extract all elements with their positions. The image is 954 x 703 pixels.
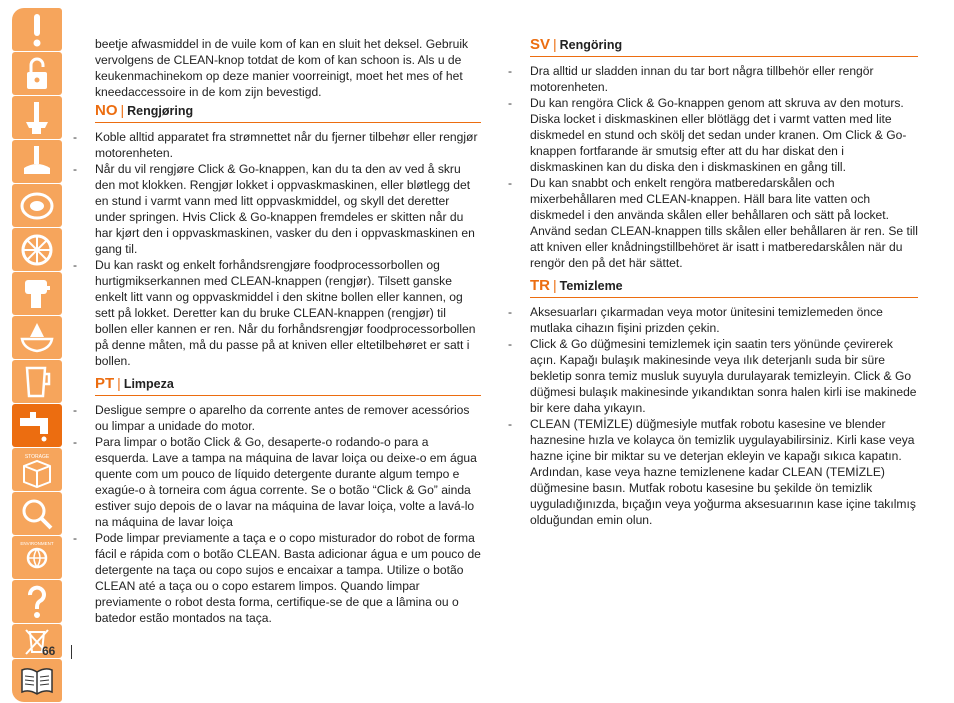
tap-icon[interactable] bbox=[12, 404, 62, 447]
storage-box-icon[interactable] bbox=[12, 448, 62, 491]
list-item: - Når du vil rengjøre Click & Go-knappen, kan du ta den av ved å skru den mot klokken. Rengjør lokket i oppvaskmaskinen, eller bløtlegg det en stund i varmt vann med litt oppvaskmiddel, og skyll det deretter under springen. Hvis Click & Go-knappen fremdeles er skitten når du har kjørt den i oppvaskmaskinen, vasker du den i oppvaskmaskinen en gang til. bbox=[95, 161, 481, 257]
list-item: - CLEAN (TEMİZLE) düğmesiyle mutfak robotu kasesine ve blender haznesine hızla ve kolayca ön temizlik uygulayabilirsiniz. Kirli kase veya hazne içine bir miktar su ve deterjan ekleyin ve kapağı sıkıca kapatın. Ardından, kase veya hazne temizlenene kadar CLEAN (TEMİZLE) düğmesine basın. Mutfak robotu kasesine bu şekilde ön temizlik uyguladığınızda, bıçağın veya yoğurma aksesuarının kase içine takılmış olduğundan emin olun. bbox=[530, 416, 918, 528]
blender-icon[interactable] bbox=[12, 96, 62, 139]
instruction-list bbox=[530, 63, 918, 271]
icon-sidebar bbox=[12, 8, 62, 703]
section-title: Temizleme bbox=[559, 279, 623, 293]
list-item: - Para limpar o botão Click & Go, desaperte-o rodando-o para a esquerda. Lave a tampa na máquina de lavar loiça ou deixe-o em água quente com um pouco de líquido detergente durante algum tempo e exagúe-o à torneira com água corrente. Se o botão “Click & Go” ainda estiver sujo depois de o lavar na máquina de lavar loiça, volte a lavá-lo na máquina de lavar loiça bbox=[95, 434, 481, 530]
instruction-list bbox=[95, 129, 481, 369]
instruction-list bbox=[95, 402, 481, 626]
language-code: NO bbox=[95, 102, 118, 119]
section-tr bbox=[530, 277, 918, 528]
section-no bbox=[95, 102, 481, 369]
intro-paragraph: beetje afwasmiddel in de vuile kom of kan en sluit het deksel. Gebruik vervolgens de CLEAN-knop totdat de kom of kan schoon is. Als u de keukenmachinekom op deze manier voorreinigt, moet het mes of het kneedaccessoire in de kom zijn bevestigd. bbox=[95, 37, 469, 99]
section-sv bbox=[530, 36, 918, 271]
list-item: - Du kan raskt og enkelt forhåndsrengjøre foodprocessorbollen og hurtigmikserkannen med CLEAN-knappen (rengjør). Tilsett ganske enkelt litt vann og oppvaskmiddel i den skitne bollen eller kannen, og sett på lokket. Deretter kan du bruke CLEAN-knappen (rengjør) til bollen eller kannen er ren. Når du forhåndsrengjør foodprocessorbollen på denne måten, må du passe på at kniven eller eltetilbehøret er satt i bollen. bbox=[95, 257, 481, 369]
exclamation-icon[interactable] bbox=[12, 8, 62, 51]
citrus-press-icon[interactable] bbox=[12, 316, 62, 359]
list-item: - Dra alltid ur sladden innan du tar bort några tillbehör eller rengör motorenheten. bbox=[530, 63, 918, 95]
section-pt bbox=[95, 375, 481, 626]
list-item: - Desligue sempre o aparelho da corrente antes de remover acessórios ou limpar a unidade do motor. bbox=[95, 402, 481, 434]
juicer-icon[interactable] bbox=[12, 272, 62, 315]
section-title: Rengjøring bbox=[127, 104, 194, 118]
right-column bbox=[530, 34, 918, 534]
question-icon[interactable] bbox=[12, 580, 62, 623]
unlock-icon[interactable] bbox=[12, 52, 62, 95]
slicer-disc-icon[interactable] bbox=[12, 184, 62, 227]
environment-label: ENVIRONMENT bbox=[20, 540, 54, 546]
section-heading: SV | Rengöring bbox=[530, 36, 918, 57]
section-heading: PT | Limpeza bbox=[95, 375, 481, 396]
list-item: - Click & Go düğmesini temizlemek için saatin ters yönünde çevirerek açın. Kapağı bulaşık makinesinde veya ılık deterjanlı suda bir süre bekletip sonra temiz musluk suyuyla durulayarak temizleyin. Click & Go düğmesi bulaşık makinesinde yıkandıktan sonra halen kirli ise makinede bir kere daha yıkayın. bbox=[530, 336, 918, 416]
list-item: - Koble alltid apparatet fra strømnettet når du fjerner tilbehør eller rengjør motorenheten. bbox=[95, 129, 481, 161]
language-code: TR bbox=[530, 277, 550, 294]
storage-label: STORAGE bbox=[24, 453, 50, 460]
section-heading: TR | Temizleme bbox=[530, 277, 918, 298]
recycle-globe-icon[interactable] bbox=[12, 536, 62, 579]
section-title: Rengöring bbox=[559, 38, 623, 52]
manual-book-icon[interactable] bbox=[12, 659, 62, 702]
list-item: - Du kan snabbt och enkelt rengöra matberedarskålen och mixerbehållaren med CLEAN-knappen. Häll bara lite vatten och diskmedel i den använda skålen eller behållaren och sätt på locket. Använd sedan CLEAN-knappen tills skålen eller behållaren är ren. Se till att kniven eller knådningstillbehöret är isatt i matberedarskålen när du rengör den på det här sättet. bbox=[530, 175, 918, 271]
language-code: SV bbox=[530, 36, 551, 53]
magnifier-icon[interactable] bbox=[12, 492, 62, 535]
mixer-icon[interactable] bbox=[12, 140, 62, 183]
instruction-list bbox=[530, 304, 918, 528]
citrus-disc-icon[interactable] bbox=[12, 228, 62, 271]
section-heading: NO | Rengjøring bbox=[95, 102, 481, 123]
jug-icon[interactable] bbox=[12, 360, 62, 403]
page-number: 66 bbox=[42, 644, 56, 658]
language-code: PT bbox=[95, 375, 115, 392]
page-number-divider bbox=[71, 645, 72, 659]
left-column bbox=[95, 36, 481, 632]
section-title: Limpeza bbox=[123, 377, 174, 391]
list-item: - Du kan rengöra Click & Go-knappen genom att skruva av den moturs. Diska locket i diskmaskinen eller blötlägg det i varmt vatten med lite diskmedel en stund och skölj det sedan under kranen. Om Click & Go-knappen fortfarande är smutsig efter att du har diskat den i diskmaskinen kan du diska den i diskmaskinen en gång till. bbox=[530, 95, 918, 175]
list-item: - Pode limpar previamente a taça e o copo misturador do robot de forma fácil e rápida com o botão CLEAN. Basta adicionar água e um pouco de detergente na taça ou copo sujos e encaixar a tampa. Utilize o botão CLEAN até a taça ou o copo estarem limpos. Quando limpar previamente o robot desta forma, certifique-se de que a lâmina ou o batedor estão montados na taça. bbox=[95, 530, 481, 626]
list-item: - Aksesuarları çıkarmadan veya motor ünitesini temizlemeden önce mutlaka cihazın fişini prizden çekin. bbox=[530, 304, 918, 336]
